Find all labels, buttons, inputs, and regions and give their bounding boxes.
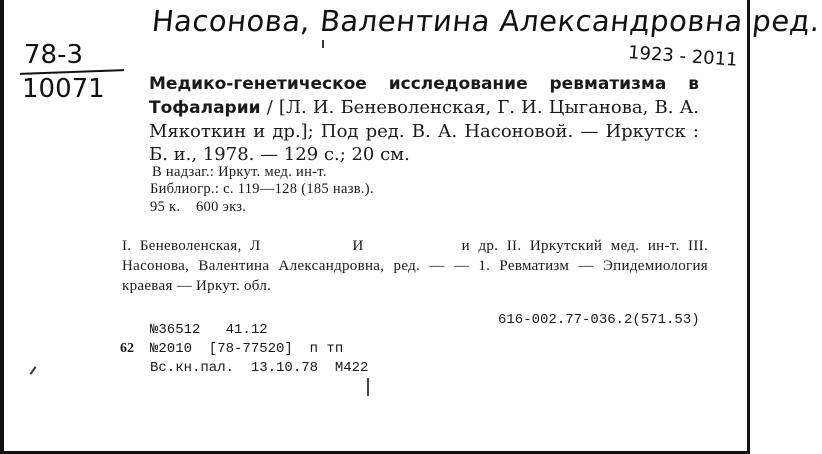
registry-line-3: Вс.кн.пал. 13.10.78 М422 (150, 360, 369, 376)
pen-tick-mark (322, 40, 324, 48)
handwritten-heading: Насонова, Валентина Александровна ред. (150, 4, 822, 38)
price-and-print-run: 95 к. 600 экз. (150, 199, 247, 215)
tracing-author: I. Беневоленская, Л (122, 238, 261, 254)
pen-mark (30, 366, 37, 375)
tracing-initial: И (352, 238, 364, 254)
registry-line-2: №2010 [78-77520] п тп (150, 341, 344, 357)
note-header: В надзаг.: Иркут. мед. ин-т. (152, 164, 327, 180)
note-bibliography: Библиогр.: с. 119—128 (185 назв.). (150, 181, 374, 197)
classification-code: 616-002.77-036.2(571.53) (498, 312, 700, 328)
book-title: Медико-генетическое исследование ревматизма в Тофаларии (149, 74, 699, 118)
handwritten-shelf-mark: 78-3 (24, 40, 84, 70)
pen-stroke (367, 378, 369, 396)
registry-prefix: 62 (120, 341, 134, 356)
tracing-rest: и др. II. Иркутский мед. ин-т. III. Насонова, Валентина Александровна, ред. — — 1. Ревматизм — Эпидемиология краевая — Иркут. обл. (122, 238, 708, 294)
handwritten-years: 1923 - 2011 (627, 42, 739, 71)
registry-line-1: №36512 41.12 (150, 322, 268, 338)
statement-of-responsibility: / [Л. И. Беневоленская, Г. И. Цыганова, В. А. Мякоткин и др.]; Под ред. В. А. Насоновой. — Иркутск : Б. и., 1978. — 129 с.; 20 см. (149, 97, 699, 165)
bibliographic-description (149, 72, 699, 166)
handwritten-inventory-number: 10071 (22, 74, 105, 104)
tracings (122, 236, 708, 296)
